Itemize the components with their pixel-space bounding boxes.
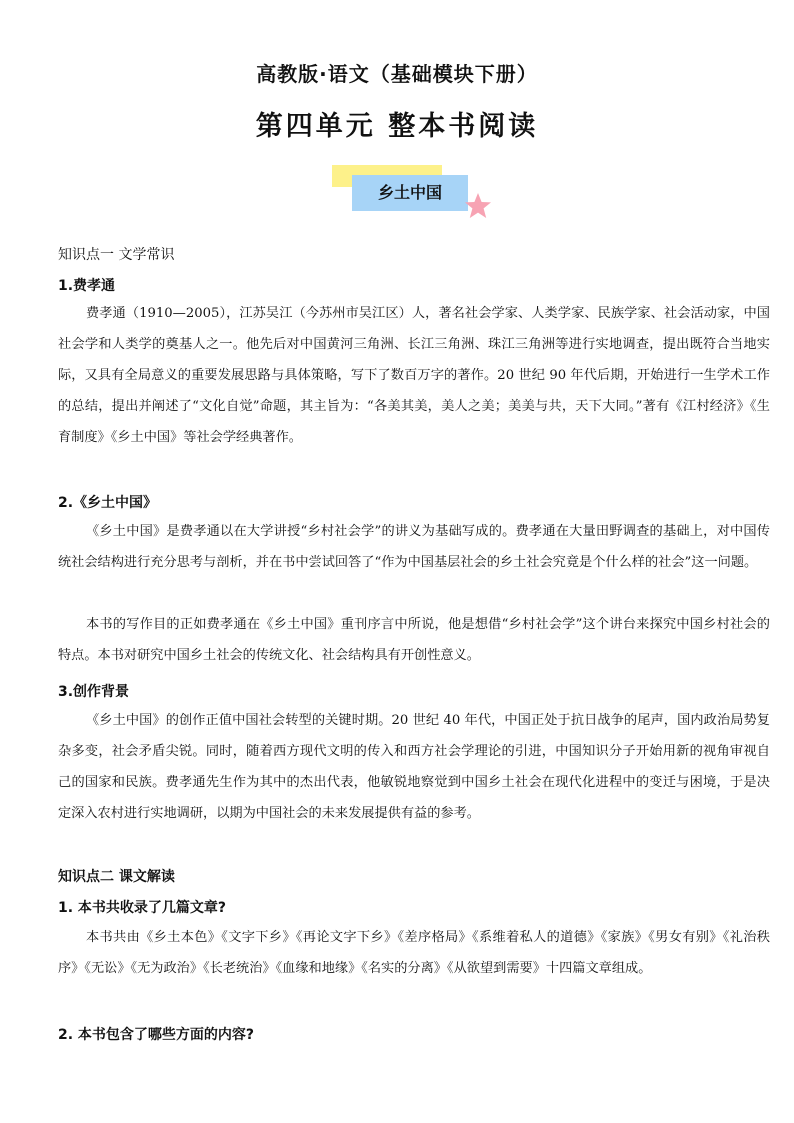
question-1-answer — [58, 922, 770, 984]
knowledge-point-2-heading: 知识点二 课文解读 — [58, 869, 175, 885]
unit-title: 第四单元 整本书阅读 — [255, 111, 539, 142]
section-badge — [330, 163, 490, 223]
knowledge-point-1-heading: 知识点一 文学常识 — [58, 247, 175, 263]
book-paragraph-1 — [58, 516, 770, 578]
background-text: 《乡土中国》的创作正值中国社会转型的关键时期。20 世纪 40 年代，中国正处于抗日战争的尾声，国内政治局势复杂多变，社会矛盾尖锐。同时，随着西方现代文明的传入和西方社会学理论的引进，中国知识分子开始用新的视角审视自己的国家和民族。费孝通先生作为其中的杰出代表，他敏锐地察觉到中国乡土社会在现代化进程中的变迁与困境，于是决定深入农村进行实地调研，以期为中国社会的未来发展提供有益的参考。 — [58, 713, 770, 821]
star-icon — [463, 191, 493, 221]
book-text-2: 本书的写作目的正如费孝通在《乡土中国》重刊序言中所说，他是想借“乡村社会学”这个讲台来探究中国乡村社会的特点。本书对研究中国乡土社会的传统文化、社会结构具有开创性意义。 — [58, 617, 770, 663]
background-paragraph — [58, 705, 770, 829]
question-1-text: 本书共由《乡土本色》《文字下乡》《再论文字下乡》《差序格局》《系维着私人的道德》《家族》《男女有别》《礼治秩序》《无讼》《无为政治》《长老统治》《血缘和地缘》《名实的分离》《从欲望到需要》十四篇文章组成。 — [58, 930, 770, 976]
document-title: 高教版·语文（基础模块下册） — [256, 62, 538, 86]
section-book-heading: 2.《乡土中国》 — [58, 495, 158, 511]
fei-text: 费孝通（1910—2005），江苏吴江（今苏州市吴江区）人，著名社会学家、人类学家、民族学家、社会活动家，中国社会学和人类学的奠基人之一。他先后对中国黄河三角洲、长江三角洲、珠江三角洲等进行实地调查，提出既符合当地实际，又具有全局意义的重要发展思路与具体策略，写下了数百万字的著作。20 世纪 90 年代后期，开始进行一生学术工作的总结，提出并阐述了“文化自觉”命题，其主旨为：“各美其美，美人之美；美美与共，天下大同。”著有《江村经济》《生育制度》《乡土中国》等社会学经典著作。 — [58, 306, 770, 445]
question-1-heading: 1. 本书共收录了几篇文章? — [58, 900, 227, 916]
section-fei-heading: 1.费孝通 — [58, 278, 116, 294]
book-text-1: 《乡土中国》是费孝通以在大学讲授“乡村社会学”的讲义为基础写成的。费孝通在大量田野调查的基础上，对中国传统社会结构进行充分思考与剖析，并在书中尝试回答了“作为中国基层社会的乡土社会究竟是个什么样的社会”这一问题。 — [58, 524, 770, 570]
question-2-heading: 2. 本书包含了哪些方面的内容? — [58, 1027, 255, 1043]
badge-label: 乡土中国 — [352, 175, 468, 211]
section-background-heading: 3.创作背景 — [58, 684, 130, 700]
book-paragraph-2 — [58, 609, 770, 671]
fei-paragraph — [58, 298, 770, 453]
